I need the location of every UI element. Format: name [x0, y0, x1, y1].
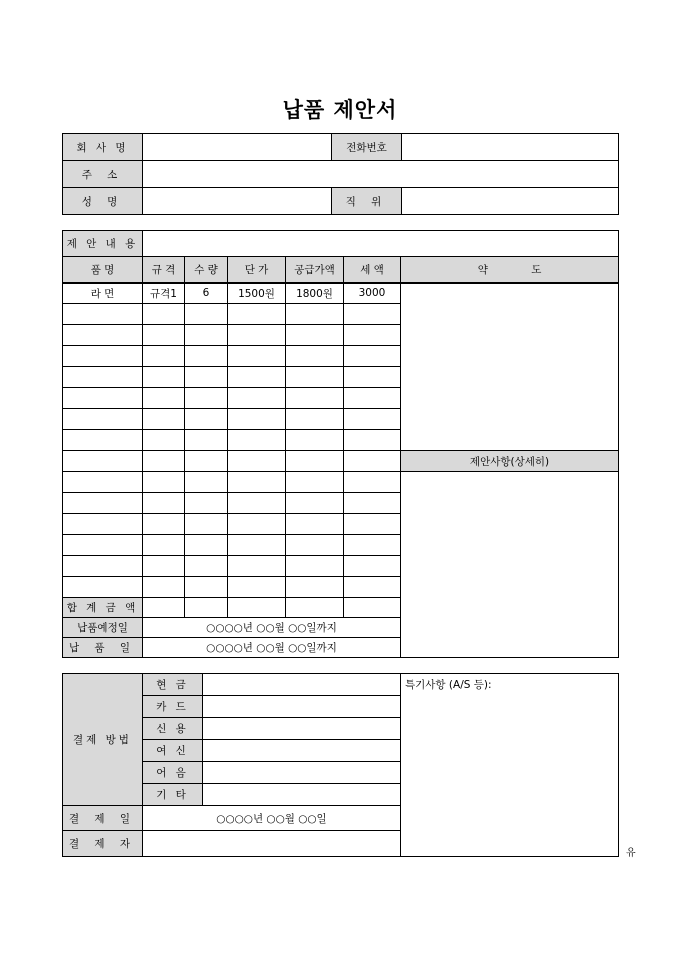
- qty-cell[interactable]: 6: [185, 283, 228, 304]
- special-notes-label: 특기사항 (A/S 등):: [405, 679, 492, 691]
- item-cell[interactable]: 라 면: [63, 283, 143, 304]
- method-other-field[interactable]: [203, 784, 401, 806]
- corner-mark: 유: [626, 848, 636, 859]
- name-field[interactable]: [143, 188, 332, 215]
- special-notes[interactable]: [401, 674, 619, 857]
- detail-label: 제안사항(상세히): [401, 451, 619, 472]
- method-card: 카 드: [143, 696, 203, 718]
- delivery-label: 납 품 일: [63, 638, 143, 658]
- tax-cell[interactable]: 3000: [344, 283, 401, 304]
- method-credit: 신 용: [143, 718, 203, 740]
- method-loan: 여 신: [143, 740, 203, 762]
- proposal-content-field[interactable]: [143, 231, 619, 257]
- phone-field[interactable]: [402, 134, 619, 161]
- proposal-content-label: 제 안 내 용: [63, 231, 143, 257]
- payer-label: 결 제 자: [63, 831, 143, 857]
- header-spec: 규 격: [143, 257, 185, 283]
- payment-table: [62, 673, 619, 857]
- position-field[interactable]: [402, 188, 619, 215]
- header-sketch: 약 도: [401, 257, 619, 283]
- method-loan-field[interactable]: [203, 740, 401, 762]
- supply-cell[interactable]: 1800원: [286, 283, 344, 304]
- scheduled-value[interactable]: ○○○○년 ○○월 ○○일까지: [143, 618, 401, 638]
- payment-date-label: 결 제 일: [63, 806, 143, 831]
- method-cash: 현 금: [143, 674, 203, 696]
- position-label: 직 위: [332, 188, 402, 215]
- header-item: 품 명: [63, 257, 143, 283]
- method-bill: 어 음: [143, 762, 203, 784]
- company-name-field[interactable]: [143, 134, 332, 161]
- method-credit-field[interactable]: [203, 718, 401, 740]
- spec-cell[interactable]: 규격1: [143, 283, 185, 304]
- name-label: 성 명: [63, 188, 143, 215]
- unit-price-cell[interactable]: 1500원: [228, 283, 286, 304]
- payment-method-label: 결제 방법: [63, 674, 143, 806]
- delivery-value[interactable]: ○○○○년 ○○월 ○○일까지: [143, 638, 401, 658]
- header-unit-price: 단 가: [228, 257, 286, 283]
- proposal-table: [62, 230, 619, 658]
- header-tax: 세 액: [344, 257, 401, 283]
- company-info-table: [62, 133, 619, 215]
- address-label: 주 소: [63, 161, 143, 188]
- sketch-area[interactable]: [401, 283, 619, 451]
- page-title: 납품 제안서: [282, 98, 398, 122]
- total-label: 합 계 금 액: [63, 598, 143, 618]
- payer-field[interactable]: [143, 831, 401, 857]
- method-cash-field[interactable]: [203, 674, 401, 696]
- phone-label: 전화번호: [332, 134, 402, 161]
- address-field[interactable]: [143, 161, 619, 188]
- method-other: 기 타: [143, 784, 203, 806]
- method-bill-field[interactable]: [203, 762, 401, 784]
- header-supply: 공급가액: [286, 257, 344, 283]
- payment-date-value[interactable]: ○○○○년 ○○월 ○○일: [143, 806, 401, 831]
- scheduled-label: 납품예정일: [63, 618, 143, 638]
- detail-area[interactable]: [401, 472, 619, 658]
- header-qty: 수 량: [185, 257, 228, 283]
- method-card-field[interactable]: [203, 696, 401, 718]
- company-name-label: 회 사 명: [63, 134, 143, 161]
